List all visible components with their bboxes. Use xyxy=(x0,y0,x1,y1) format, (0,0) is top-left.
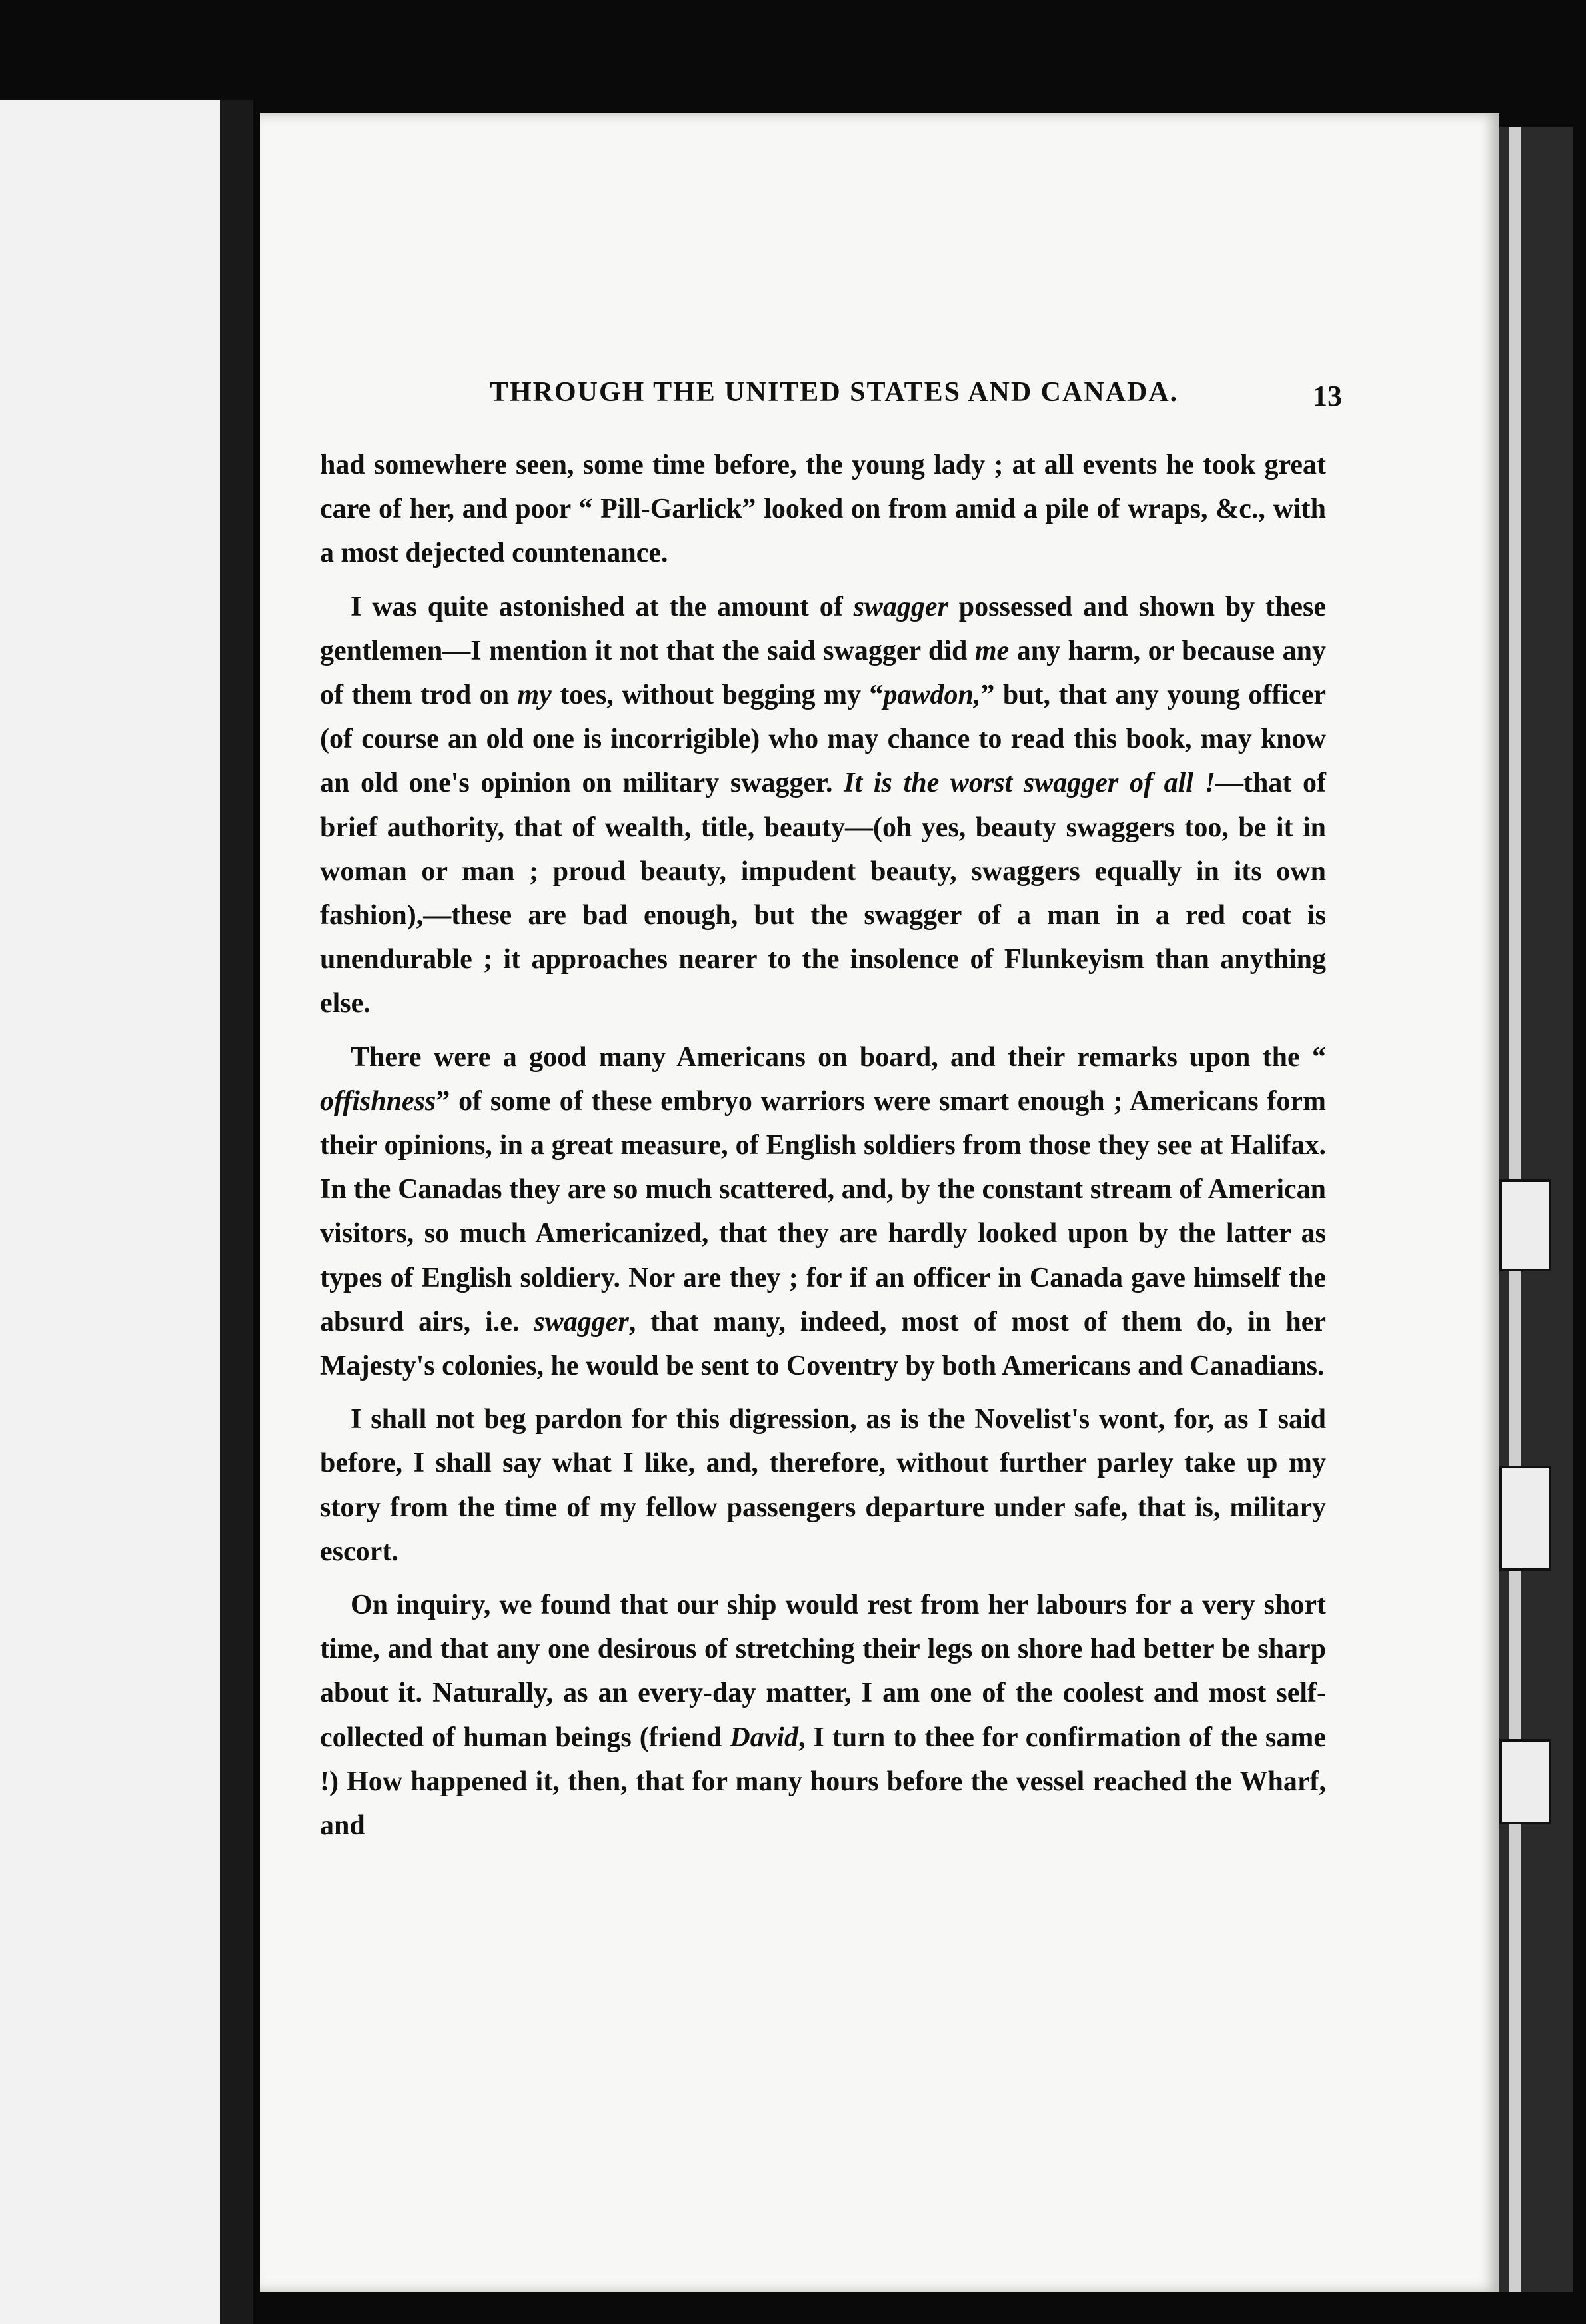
text-run: —that of brief authority, that of wealth, title, beauty—(oh yes, beauty swaggers too, be it in woman or man ; proud beauty, impudent beauty, swaggers equally in its own fashion),—these are bad enough, but the swagger of a man in a red coat is unendurable ; it approaches nearer to the insolence of Flunkeyism than anything else. xyxy=(320,768,1326,1019)
page-header xyxy=(260,376,1499,416)
text-run: ” of some of these embryo warriors were smart enough ; Americans form their opinions, in a great measure, of English soldiers from those they see at Halifax. In the Canadas they are so much scattered, and, by the constant stream of American visitors, so much Americanized, that they are hardly looked upon by the latter as types of English soldiery. Nor are they ; for if an officer in Canada gave himself the absurd airs, i.e. xyxy=(320,1085,1326,1337)
book-edge xyxy=(1499,127,1573,2292)
body-text xyxy=(320,443,1326,1857)
text-run: toes, without begging my “ xyxy=(551,680,884,711)
book-page xyxy=(260,113,1499,2292)
page-gutter xyxy=(220,100,253,2324)
paragraph xyxy=(320,585,1326,1026)
facing-page xyxy=(0,100,233,2324)
edge-tab xyxy=(1499,1739,1551,1824)
text-run: I shall not beg pardon for this digression, as is the Novelist's wont, for, as I said before, I shall say what I like, and, therefore, without further parley take up my story from the time of my fellow passengers departure under safe, that is, military escort. xyxy=(320,1404,1326,1567)
italic-text: swagger xyxy=(534,1306,629,1337)
text-run: any harm, or because any of them trod on xyxy=(320,635,1326,711)
edge-tab xyxy=(1499,1466,1551,1571)
text-run: ” but, that any young officer (of course an old one is incorrigible) who may chance to read this book, may know an old one's opinion on military swagger. xyxy=(320,680,1326,799)
text-run: had somewhere seen, some time before, the young lady ; at all events he took great care of her, and poor “ Pill-Garlick” looked on from amid a pile of wraps, &c., with a most dejected countenance. xyxy=(320,450,1326,569)
text-run: I was quite astonished at the amount of xyxy=(351,591,854,622)
italic-text: pawdon, xyxy=(883,680,981,711)
paragraph xyxy=(320,1397,1326,1574)
text-run: There were a good many Americans on board, and their remarks upon the “ xyxy=(351,1041,1326,1073)
italic-text: It is the worst swagger of all ! xyxy=(844,768,1215,799)
paragraph xyxy=(320,1583,1326,1848)
edge-tab xyxy=(1499,1179,1551,1271)
running-head: THROUGH THE UNITED STATES AND CANADA. xyxy=(490,377,1179,408)
text-run: possessed and shown by these gentlemen—I mention it not that the said swagger did xyxy=(320,591,1326,666)
text-run: , that many, indeed, most of most of them do, in her Majesty's colonies, he would be sent to Coventry by both Americans and Canadians. xyxy=(320,1306,1326,1382)
paragraph xyxy=(320,443,1326,576)
text-run: , I turn to thee for confirmation of the same !) How happened it, then, that for many hours before the vessel reached the Wharf, and xyxy=(320,1722,1327,1842)
paragraph xyxy=(320,1035,1326,1389)
italic-text: me xyxy=(974,635,1010,666)
text-run: On inquiry, we found that our ship would rest from her labours for a very short time, and that any one desirous of stretching their legs on shore had better be sharp about it. Naturally, as an every-day matter, I am one of the coolest and most self-collected of human beings (friend xyxy=(320,1590,1326,1753)
italic-text: David xyxy=(730,1722,799,1753)
italic-text: swagger xyxy=(853,591,948,622)
italic-text: offishness xyxy=(320,1085,436,1117)
italic-text: my xyxy=(517,680,552,711)
page-number: 13 xyxy=(1313,380,1342,412)
